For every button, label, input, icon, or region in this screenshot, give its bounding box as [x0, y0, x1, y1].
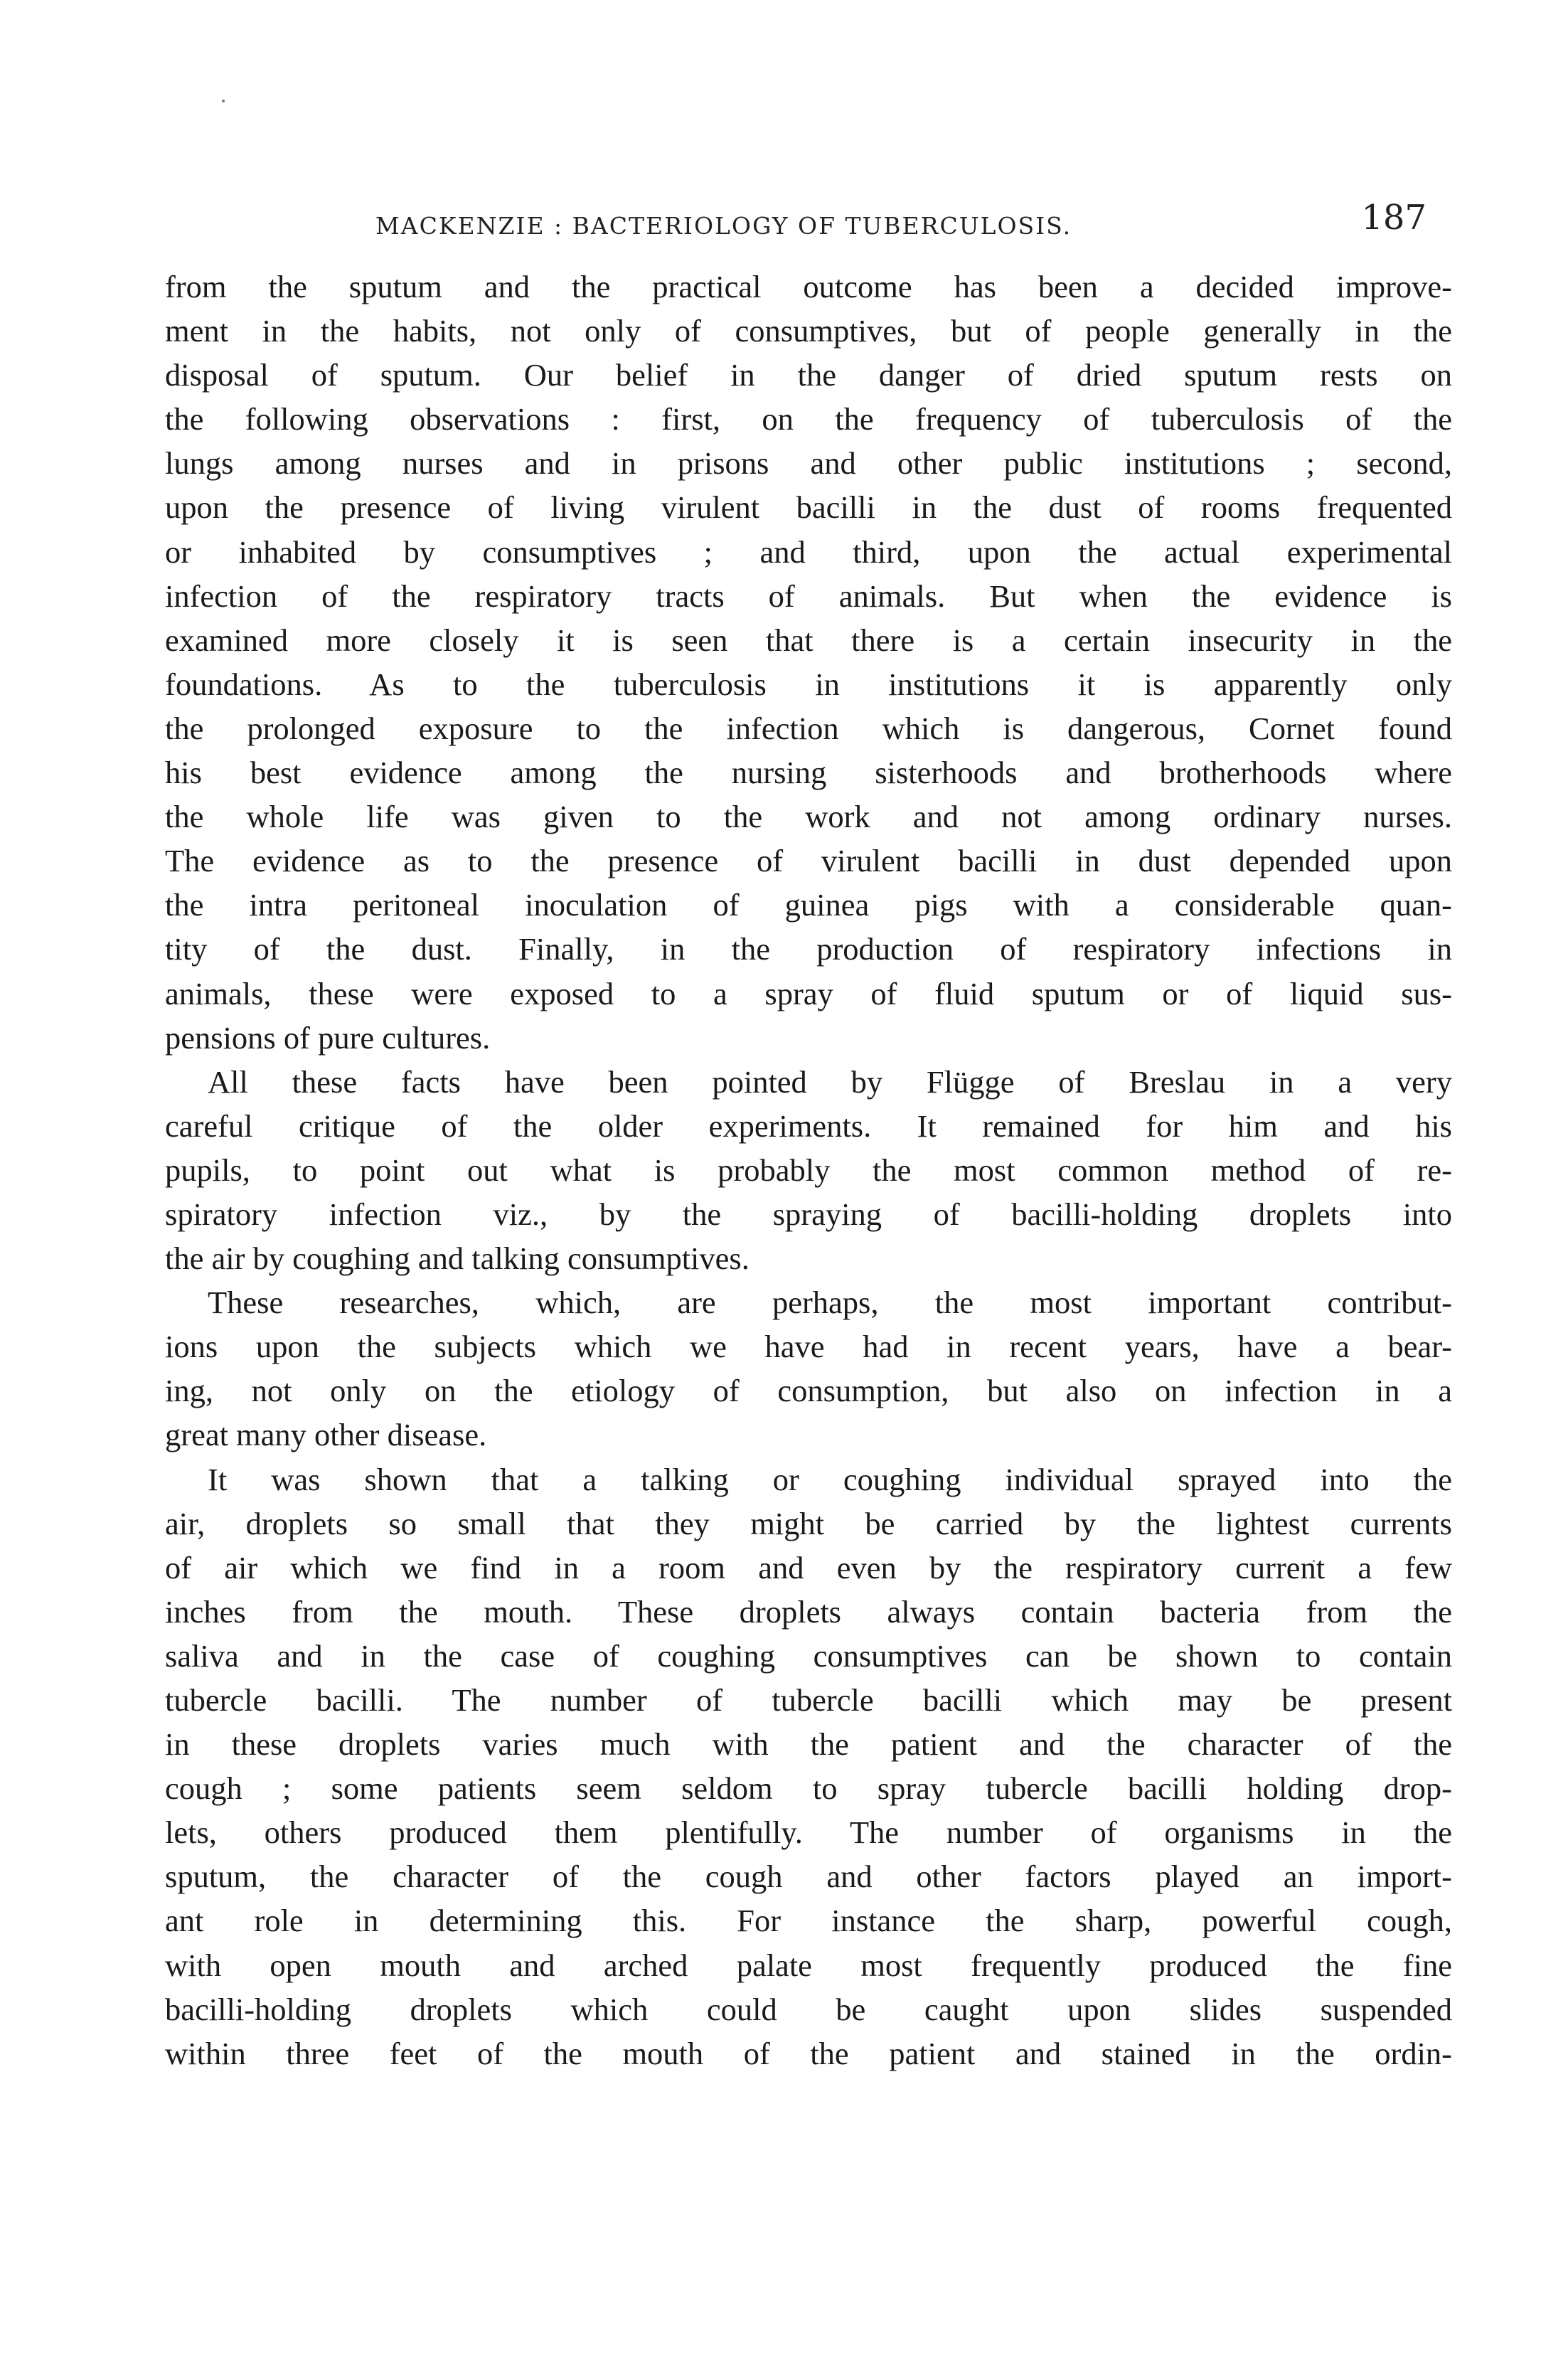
text-line: sputum, the character of the cough and other factors played an import-: [165, 1859, 1452, 1895]
text-line: ant role in determining this. For instance the sharp, powerful cough,: [165, 1903, 1452, 1939]
text-line: of air which we find in a room and even by the respiratory current a few: [165, 1549, 1452, 1585]
paragraph: [165, 1280, 1452, 1457]
text-line: cough ; some patients seem seldom to spray tubercle bacilli holding drop-: [165, 1770, 1452, 1807]
text-line: within three feet of the mouth of the patient and stained in the ordin-: [165, 2035, 1452, 2071]
page-speck: [222, 100, 225, 102]
text-line: ing, not only on the etiology of consumption, but also on infection in a: [165, 1373, 1452, 1409]
running-head: [165, 192, 1452, 249]
text-line: All these facts have been pointed by Flügge of Breslau in a very: [208, 1063, 1452, 1100]
text-line: ions upon the subjects which we have had in recent years, have a bear-: [165, 1329, 1452, 1365]
text-line: saliva and in the case of coughing consumptives can be shown to contain: [165, 1637, 1452, 1674]
text-line: the prolonged exposure to the infection which is dangerous, Cornet found: [165, 710, 1452, 746]
book-page: [165, 192, 1452, 2076]
paragraph: [165, 1457, 1452, 2076]
text-line: air, droplets so small that they might be carried by the lightest currents: [165, 1505, 1452, 1541]
text-line: or inhabited by consumptives ; and third, upon the actual experimental: [165, 533, 1452, 570]
paragraph: [165, 265, 1452, 1060]
text-line: infection of the respiratory tracts of animals. But when the evidence is: [165, 578, 1452, 614]
text-line: ment in the habits, not only of consumptives, but of people generally in the: [165, 313, 1452, 349]
text-line: tity of the dust. Finally, in the production of respiratory infections in: [165, 931, 1452, 967]
paragraph: [165, 1060, 1452, 1280]
text-line: These researches, which, are perhaps, the most important contribut-: [208, 1285, 1452, 1321]
text-line: his best evidence among the nursing sisterhoods and brotherhoods where: [165, 755, 1452, 791]
text-line: The evidence as to the presence of virulent bacilli in dust depended upon: [165, 843, 1452, 879]
text-line: disposal of sputum. Our belief in the danger of dried sputum rests on: [165, 357, 1452, 393]
text-line: the whole life was given to the work and not among ordinary nurses.: [165, 799, 1452, 835]
text-line: tubercle bacilli. The number of tubercle bacilli which may be present: [165, 1682, 1452, 1718]
running-head-title: MACKENZIE : BACTERIOLOGY OF TUBERCULOSIS.: [375, 212, 1072, 240]
text-line: pupils, to point out what is probably the most common method of re-: [165, 1152, 1452, 1188]
text-line: from the sputum and the practical outcome has been a decided improve-: [165, 269, 1452, 304]
text-line: foundations. As to the tuberculosis in institutions it is apparently only: [165, 666, 1452, 702]
text-line: the air by coughing and talking consumptives.: [165, 1240, 750, 1277]
text-line: upon the presence of living virulent bacilli in the dust of rooms frequented: [165, 489, 1452, 526]
text-line: inches from the mouth. These droplets always contain bacteria from the: [165, 1593, 1452, 1630]
text-line: examined more closely it is seen that there is a certain insecurity in the: [165, 622, 1452, 658]
body-text: [165, 265, 1452, 2076]
text-line: animals, these were exposed to a spray of fluid sputum or of liquid sus-: [165, 975, 1452, 1011]
text-line: great many other disease.: [165, 1417, 487, 1453]
text-line: It was shown that a talking or coughing individual sprayed into the: [208, 1461, 1452, 1497]
text-line: in these droplets varies much with the patient and the character of the: [165, 1726, 1452, 1763]
text-line: the intra peritoneal inoculation of guinea pigs with a considerable quan-: [165, 887, 1452, 923]
page-number: 187: [1361, 198, 1426, 238]
text-line: lungs among nurses and in prisons and other public institutions ; second,: [165, 445, 1452, 482]
text-line: with open mouth and arched palate most frequently produced the fine: [165, 1947, 1452, 1983]
text-line: spiratory infection viz., by the spraying of bacilli-holding droplets into: [165, 1196, 1452, 1232]
text-line: bacilli-holding droplets which could be caught upon slides suspended: [165, 1991, 1452, 2027]
text-line: the following observations : first, on the frequency of tuberculosis of the: [165, 401, 1452, 437]
text-line: pensions of pure cultures.: [165, 1019, 491, 1056]
text-line: careful critique of the older experiments. It remained for him and his: [165, 1107, 1452, 1144]
text-line: lets, others produced them plentifully. The number of organisms in the: [165, 1815, 1452, 1851]
